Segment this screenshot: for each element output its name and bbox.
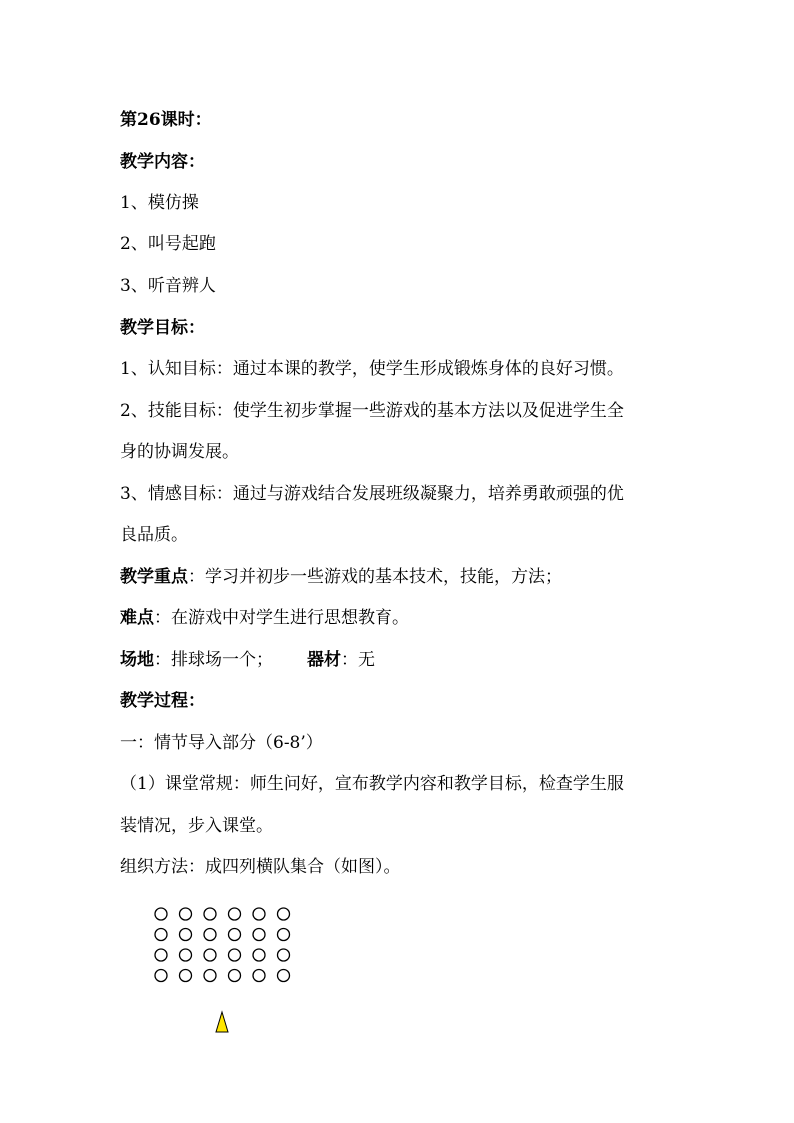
equipment-label: 器材 [307, 650, 341, 670]
student-marker [229, 970, 241, 982]
key-point-text: ：学习并初步一些游戏的基本技术，技能，方法； [188, 567, 562, 587]
student-marker [155, 949, 167, 961]
student-marker [278, 970, 290, 982]
content-item-3: 3、听音辨人 [120, 276, 216, 296]
student-marker [180, 908, 192, 920]
student-marker [253, 908, 265, 920]
goal-1: 1、认知目标：通过本课的教学，使学生形成锻炼身体的良好习惯。 [120, 359, 624, 379]
content-item-2: 2、叫号起跑 [120, 234, 216, 254]
key-point-label: 教学重点 [120, 567, 188, 587]
student-marker [229, 908, 241, 920]
goal-3-line-1: 3、情感目标：通过与游戏结合发展班级凝聚力，培养勇敢顽强的优 [120, 484, 624, 504]
section-1-title: 一：情节导入部分（6-8’） [120, 733, 323, 753]
difficulty-text: ：在游戏中对学生进行思想教育。 [154, 608, 409, 628]
goal-2-line-1: 2、技能目标：使学生初步掌握一些游戏的基本方法以及促进学生全 [120, 401, 624, 421]
venue-equipment [120, 650, 680, 670]
formation-diagram [150, 900, 310, 1040]
student-marker [180, 929, 192, 941]
difficulty-label: 难点 [120, 608, 154, 628]
student-marker [253, 970, 265, 982]
student-marker [180, 970, 192, 982]
student-marker [155, 929, 167, 941]
goals-heading: 教学目标： [120, 318, 205, 338]
student-marker [229, 929, 241, 941]
student-marker [155, 908, 167, 920]
student-marker [278, 949, 290, 961]
routine-line-1: （1）课堂常规：师生问好，宣布教学内容和教学目标，检查学生服 [120, 774, 624, 794]
student-marker [204, 908, 216, 920]
student-marker [229, 949, 241, 961]
content-item-1: 1、模仿操 [120, 193, 199, 213]
student-marker [204, 929, 216, 941]
organization-method: 组织方法：成四列横队集合（如图）。 [120, 857, 401, 877]
teacher-marker [216, 1012, 228, 1032]
lesson-title: 第26课时： [120, 110, 212, 130]
goal-2-line-2: 身的协调发展。 [120, 442, 239, 462]
process-heading: 教学过程： [120, 691, 205, 711]
difficulty [120, 608, 680, 628]
venue-text: ：排球场一个； [154, 650, 273, 670]
student-marker [155, 970, 167, 982]
content-heading: 教学内容： [120, 152, 205, 172]
equipment-text: ：无 [341, 650, 375, 670]
student-marker [180, 949, 192, 961]
student-marker [253, 929, 265, 941]
student-marker [253, 949, 265, 961]
goal-3-line-2: 良品质。 [120, 525, 188, 545]
venue-label: 场地 [120, 650, 154, 670]
student-marker [204, 949, 216, 961]
student-marker [278, 929, 290, 941]
key-point [120, 567, 680, 587]
student-marker [204, 970, 216, 982]
routine-line-2: 装情况，步入课堂。 [120, 816, 273, 836]
student-marker [278, 908, 290, 920]
